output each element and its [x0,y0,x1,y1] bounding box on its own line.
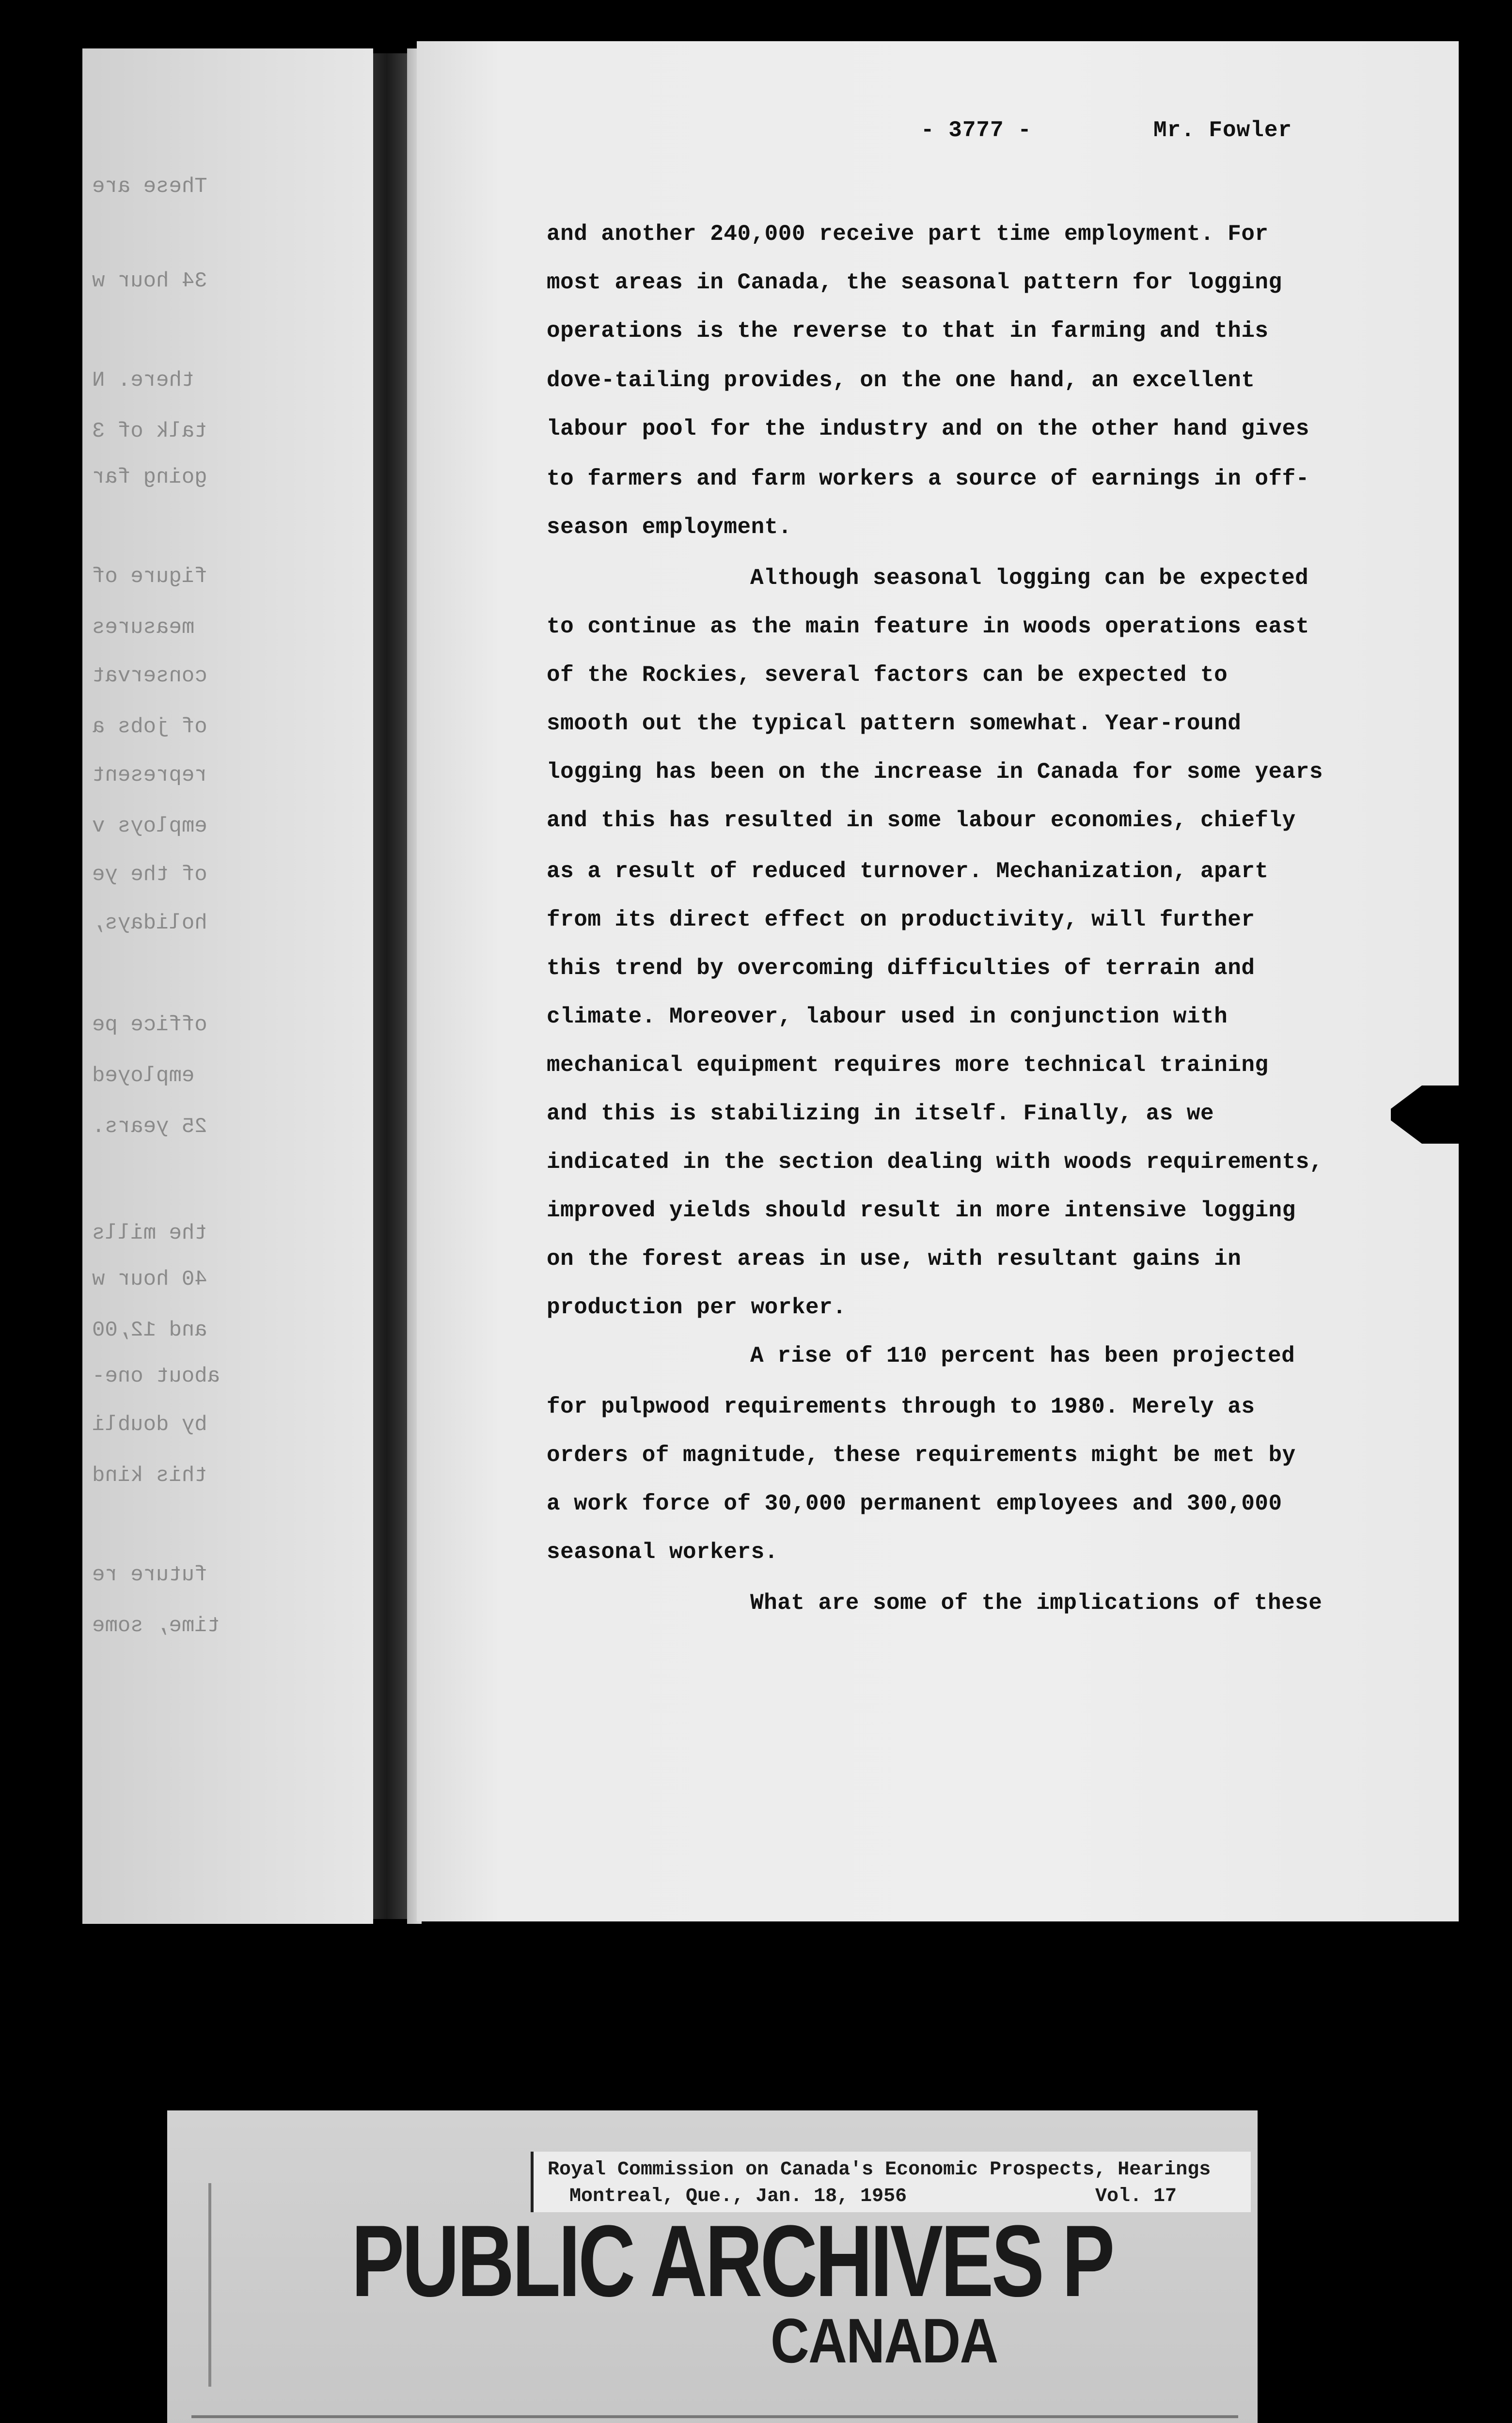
mirrored-text-fragment: talk of 3 [92,419,207,443]
mirrored-text-fragment: conservat [92,664,207,688]
body-text-line: climate. Moreover, labour used in conjunction with [547,1004,1228,1029]
archive-label-volume: Vol. 17 [1095,2186,1177,2207]
page-binding [373,53,407,1919]
mirrored-text-fragment: 40 hour w [92,1267,207,1291]
body-text-line: to farmers and farm workers a source of earnings in off- [547,466,1309,491]
body-text-line: orders of magnitude, these requirements might be met by [547,1443,1296,1468]
body-text-line: mechanical equipment requires more technical training [547,1053,1269,1078]
stamp-underline [191,2415,1238,2418]
body-text-line: logging has been on the increase in Canada for some years [547,759,1323,785]
body-text-line: for pulpwood requirements through to 1980. Merely as [547,1394,1255,1419]
mirrored-text-fragment: office pe [92,1013,207,1037]
back-page [82,48,373,1924]
stamp-mark [208,2183,211,2387]
body-text-line: season employment. [547,515,792,540]
body-text-line: seasonal workers. [547,1540,778,1565]
speaker-name: Mr. Fowler [1153,118,1292,143]
page-number: - 3777 - [921,118,1032,143]
mirrored-text-fragment: there. N [92,368,195,393]
public-archives-logo-text: PUBLIC ARCHIVES P [351,2204,1113,2318]
body-text-line: indicated in the section dealing with woods requirements, [547,1149,1323,1175]
body-text-line: and this is stabilizing in itself. Finally, as we [547,1101,1214,1126]
mirrored-text-fragment: time, some [92,1614,220,1638]
body-text-line: Although seasonal logging can be expected [750,566,1309,591]
mirrored-text-fragment: figure of [92,565,207,589]
body-text-line: and this has resulted in some labour economies, chiefly [547,808,1296,833]
mirrored-text-fragment: about one- [92,1364,220,1388]
mirrored-text-fragment: by doubli [92,1413,207,1437]
mirrored-text-fragment: employed [92,1064,195,1088]
mirrored-text-fragment: future re [92,1563,207,1587]
mirrored-text-fragment: 34 hour w [92,269,207,293]
archive-label-date: Montreal, Que., Jan. 18, 1956 [569,2186,907,2207]
body-text-line: of the Rockies, several factors can be expected to [547,662,1228,688]
body-text-line: this trend by overcoming difficulties of terrain and [547,956,1255,981]
body-text-line: improved yields should result in more intensive logging [547,1198,1296,1223]
body-text-line: a work force of 30,000 permanent employees and 300,000 [547,1491,1282,1516]
mirrored-text-fragment: the mills [92,1221,207,1245]
body-text-line: operations is the reverse to that in farming and this [547,318,1269,344]
body-text-line: as a result of reduced turnover. Mechanization, apart [547,859,1269,884]
body-text-line: from its direct effect on productivity, will further [547,907,1255,932]
mirrored-text-fragment: holidays, [92,911,207,935]
mirrored-text-fragment: 25 years. [92,1115,207,1139]
mirrored-text-fragment: of jobs a [92,715,207,739]
body-text-line: smooth out the typical pattern somewhat. Year-round [547,711,1242,736]
body-text-line: most areas in Canada, the seasonal pattern for logging [547,270,1282,295]
mirrored-text-fragment: These are [92,174,207,199]
mirrored-text-fragment: going far [92,465,207,489]
mirrored-text-fragment: of the ye [92,863,207,887]
mirrored-text-fragment: measures [92,615,195,640]
mirrored-text-fragment: this kind [92,1463,207,1488]
mirrored-text-fragment: employs v [92,814,207,838]
body-text-line: to continue as the main feature in woods operations east [547,614,1309,639]
canada-logo-text: CANADA [771,2305,998,2376]
archive-label-title: Royal Commission on Canada's Economic Prospects, Hearings [548,2159,1211,2181]
mirrored-text-fragment: represent [92,763,207,787]
body-text-line: What are some of the implications of these [750,1590,1323,1616]
body-text-line: labour pool for the industry and on the other hand gives [547,416,1309,441]
body-text-line: dove-tailing provides, on the one hand, an excellent [547,368,1255,393]
mirrored-text-fragment: and 12,00 [92,1318,207,1342]
body-text-line: A rise of 110 percent has been projected [750,1343,1295,1369]
body-text-line: on the forest areas in use, with resultant gains in [547,1246,1242,1272]
body-text-line: production per worker. [547,1295,847,1320]
body-text-line: and another 240,000 receive part time employment. For [547,221,1269,247]
